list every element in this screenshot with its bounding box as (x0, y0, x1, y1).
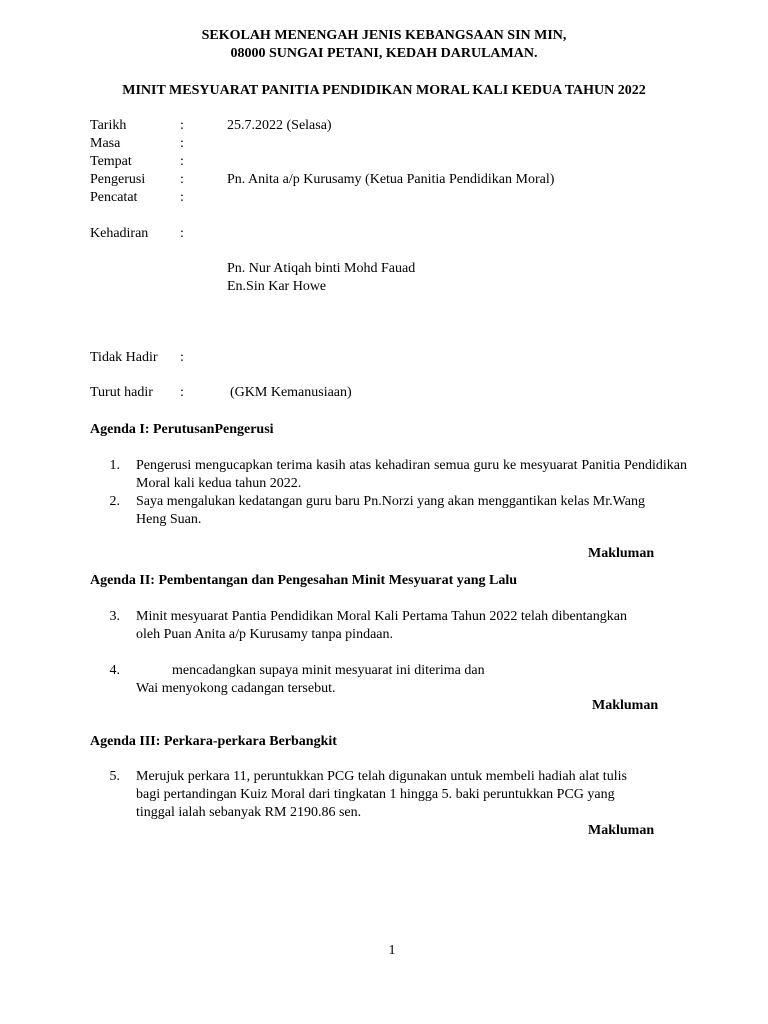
makluman-label: Makluman (588, 546, 655, 561)
colon: : (180, 136, 184, 151)
masa-label: Masa (90, 136, 121, 151)
page-number: 1 (388, 943, 396, 958)
school-address: 08000 SUNGAI PETANI, KEDAH DARULAMAN. (230, 46, 538, 61)
makluman-label: Makluman (592, 698, 659, 713)
agenda-3-item-5-line-2: bagi pertandingan Kuiz Moral dari tingkatan 1 hingga 5. baki peruntukkan PCG yang (136, 787, 615, 802)
tarikh-value: 25.7.2022 (Selasa) (227, 118, 332, 133)
colon: : (180, 154, 184, 169)
turut-hadir-value: (GKM Kemanusiaan) (230, 385, 352, 400)
agenda-3-item-5-line-1: Merujuk perkara 11, peruntukkan PCG telah digunakan untuk membeli hadiah alat tulis (136, 769, 627, 784)
attendee-name: Pn. Nur Atiqah binti Mohd Fauad (227, 261, 416, 276)
colon: : (180, 172, 184, 187)
tidak-hadir-label: Tidak Hadir (90, 350, 158, 365)
agenda-2-item-4-line-1: mencadangkan supaya minit mesyuarat ini diterima dan (172, 663, 485, 678)
colon: : (180, 385, 184, 400)
agenda-1-item-2-line-1: Saya mengalukan kedatangan guru baru Pn.Norzi yang akan menggantikan kelas Mr.Wang (136, 494, 645, 509)
item-number: 2. (109, 494, 120, 509)
tempat-label: Tempat (90, 154, 132, 169)
pengerusi-value: Pn. Anita a/p Kurusamy (Ketua Panitia Pendidikan Moral) (227, 172, 555, 187)
document-title: MINIT MESYUARAT PANITIA PENDIDIKAN MORAL KALI KEDUA TAHUN 2022 (122, 83, 646, 98)
colon: : (180, 190, 184, 205)
agenda-3-item-5-line-3: tinggal ialah sebanyak RM 2190.86 sen. (136, 805, 362, 820)
tarikh-label: Tarikh (90, 118, 127, 133)
item-number: 5. (109, 769, 120, 784)
pengerusi-label: Pengerusi (90, 172, 146, 187)
agenda-2-item-3-line-1: Minit mesyuarat Pantia Pendidikan Moral Kali Pertama Tahun 2022 telah dibentangkan (136, 609, 627, 624)
agenda-2-item-3-line-2: oleh Puan Anita a/p Kurusamy tanpa pindaan. (136, 627, 393, 642)
agenda-2-item-4-line-2: Wai menyokong cadangan tersebut. (136, 681, 336, 696)
colon: : (180, 226, 184, 241)
makluman-label: Makluman (588, 823, 655, 838)
agenda-1-item-2-line-2: Heng Suan. (136, 512, 202, 527)
agenda-1-item-1: Pengerusi mengucapkan terima kasih atas kehadiran semua guru ke mesyuarat Panitia Pendidikan Moral kali kedua tahun 2022. (136, 458, 687, 491)
item-number: 1. (109, 458, 120, 473)
school-name: SEKOLAH MENENGAH JENIS KEBANGSAAN SIN MIN, (201, 28, 567, 43)
item-number: 4. (109, 663, 120, 678)
item-number: 3. (109, 609, 120, 624)
colon: : (180, 350, 184, 365)
kehadiran-label: Kehadiran (90, 226, 149, 241)
agenda-3-title: Agenda III: Perkara-perkara Berbangkit (90, 734, 337, 749)
turut-hadir-label: Turut hadir (90, 385, 153, 400)
agenda-2-title: Agenda II: Pembentangan dan Pengesahan Minit Mesyuarat yang Lalu (90, 573, 518, 588)
attendee-name: En.Sin Kar Howe (227, 279, 327, 294)
pencatat-label: Pencatat (90, 190, 138, 205)
agenda-1-title: Agenda I: PerutusanPengerusi (90, 422, 274, 437)
colon: : (180, 118, 184, 133)
